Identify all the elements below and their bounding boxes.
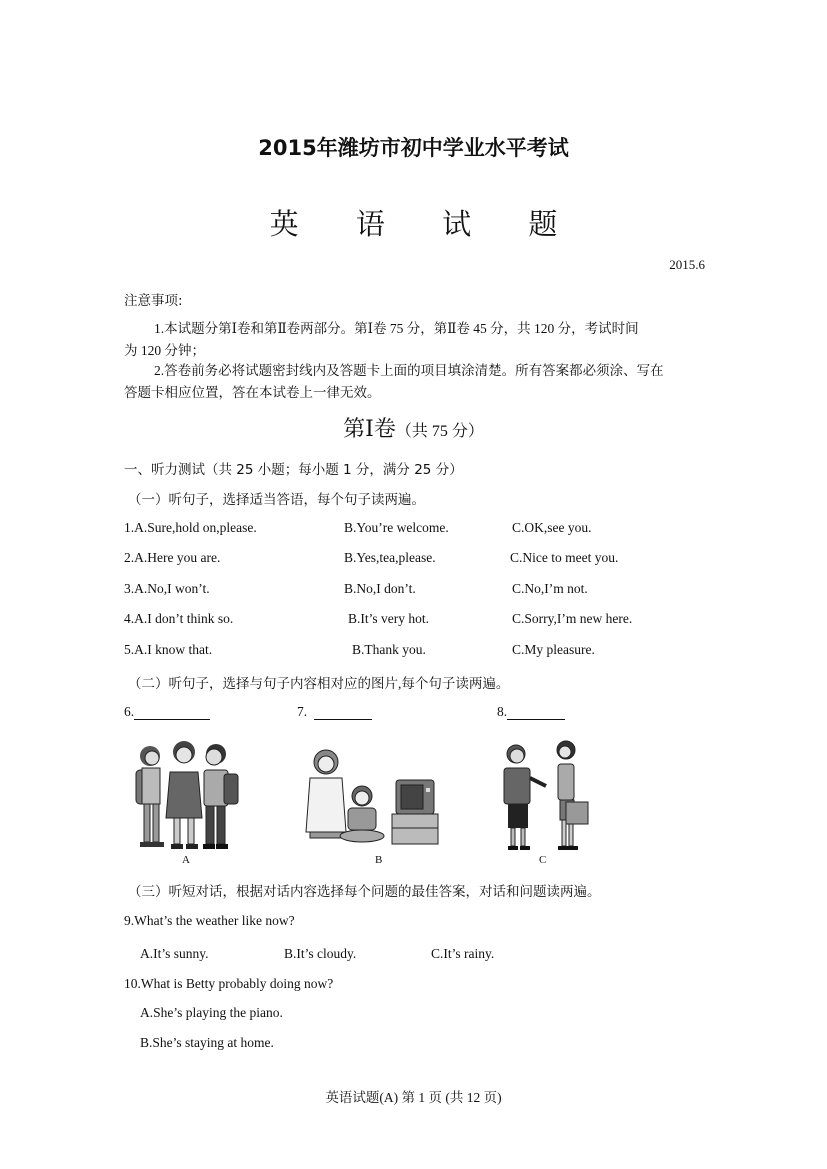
q1-option-a: 1.A.Sure,hold on,please.	[124, 520, 257, 535]
notice-heading: 注意事项:	[124, 293, 183, 309]
notice-item-2-line2: 答题卡相应位置，答在本试卷上一律无效。	[124, 385, 381, 400]
q3-option-a: 3.A.No,I won’t.	[124, 581, 210, 596]
q7-number: 7.	[297, 704, 308, 719]
q8-answer-line[interactable]	[507, 705, 565, 720]
q6-number: 6.	[124, 704, 135, 719]
notice-item-1-line1: 1.本试题分第Ⅰ卷和第Ⅱ卷两部分。第Ⅰ卷 75 分，第Ⅱ卷 45 分，共 120 分，考试时间	[154, 321, 639, 336]
picture-c-two-women-illustration	[496, 740, 596, 854]
q8-number: 8.	[497, 704, 508, 719]
part-1-sub-3: （三）听短对话，根据对话内容选择每个问题的最佳答案，对话和问题读两遍。	[128, 884, 601, 899]
q5-option-c: C.My pleasure.	[512, 642, 595, 657]
q4-option-b: B.It’s very hot.	[348, 611, 429, 626]
q8-blank[interactable]	[497, 704, 565, 720]
q9-option-a: A.It’s sunny.	[140, 946, 209, 961]
picture-a-students-illustration	[124, 738, 244, 856]
q10-option-a: A.She’s playing the piano.	[140, 1005, 283, 1020]
part-1-sub-2: （二）听句子，选择与句子内容相对应的图片,每个句子读两遍。	[128, 676, 510, 691]
q2-option-c: C.Nice to meet you.	[510, 550, 619, 565]
q9-stem: 9.What’s the weather like now?	[124, 913, 295, 928]
exam-date: 2015.6	[669, 257, 705, 272]
page-footer: 英语试题(A) 第 1 页 (共 12 页)	[325, 1090, 502, 1105]
q4-option-c: C.Sorry,I’m new here.	[512, 611, 633, 626]
q9-option-b: B.It’s cloudy.	[284, 946, 357, 961]
notice-item-2	[124, 360, 704, 404]
q9-option-c: C.It’s rainy.	[431, 946, 495, 961]
q7-answer-line[interactable]	[314, 705, 372, 720]
part-1-sub-1: （一）听句子，选择适当答语，每个句子读两遍。	[128, 492, 425, 507]
q3-option-c: C.No,I’m not.	[512, 581, 588, 596]
picture-b-label: B	[375, 854, 383, 866]
q5-option-b: B.Thank you.	[352, 642, 426, 657]
part-1-heading: 一、听力测试（共 25 小题；每小题 1 分，满分 25 分）	[124, 462, 463, 478]
q1-option-c: C.OK,see you.	[512, 520, 592, 535]
subject-title: 英 语 试 题	[269, 207, 582, 241]
q7-blank[interactable]	[297, 704, 372, 720]
q6-blank[interactable]	[124, 704, 210, 720]
q6-answer-line[interactable]	[134, 705, 210, 720]
q2-option-a: 2.A.Here you are.	[124, 550, 221, 565]
q1-option-b: B.You’re welcome.	[344, 520, 449, 535]
notice-item-1-line2: 为 120 分钟；	[124, 343, 205, 358]
picture-c-label: C	[539, 854, 547, 866]
q2-option-b: B.Yes,tea,please.	[344, 550, 436, 565]
q10-stem: 10.What is Betty probably doing now?	[124, 976, 334, 991]
notice-item-2-line1: 2.答卷前务必将试题密封线内及答题卡上面的项目填涂清楚。所有答案都必须涂、写在	[154, 363, 664, 378]
picture-b-family-tv-illustration	[300, 746, 440, 850]
notice-item-1	[124, 318, 704, 362]
section-1-title	[0, 412, 827, 443]
exam-title: 2015年潍坊市初中学业水平考试	[258, 136, 569, 160]
section-1-name: 第Ⅰ卷	[343, 416, 396, 441]
q5-option-a: 5.A.I know that.	[124, 642, 213, 657]
picture-a-label: A	[182, 854, 190, 866]
q4-option-a: 4.A.I don’t think so.	[124, 611, 234, 626]
section-1-score: （共 75 分）	[395, 423, 484, 440]
q3-option-b: B.No,I don’t.	[344, 581, 416, 596]
q10-option-b: B.She’s staying at home.	[140, 1035, 274, 1050]
